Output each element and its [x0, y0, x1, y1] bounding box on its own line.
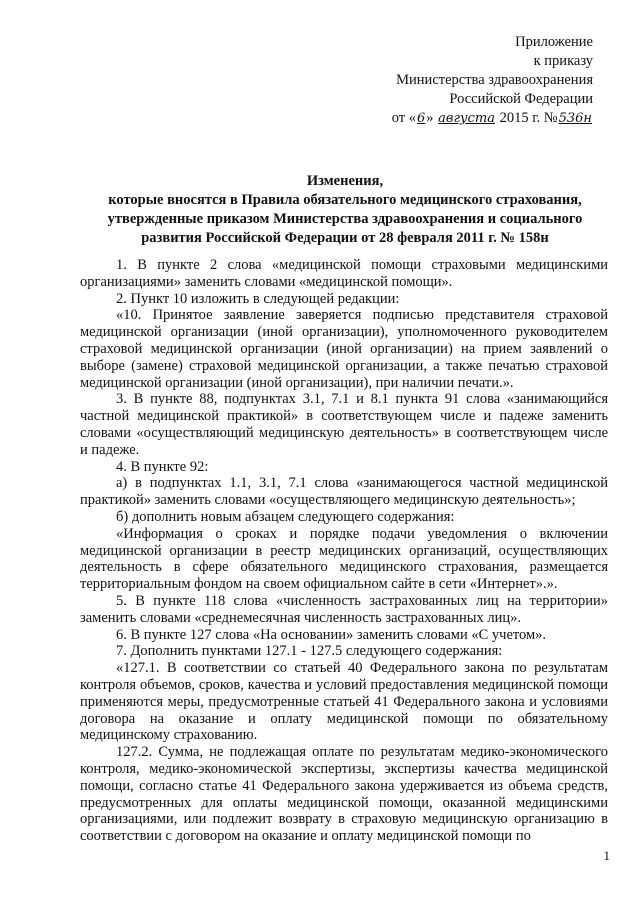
paragraph: 6. В пункте 127 слова «На основании» заменить словами «С учетом».	[116, 626, 547, 643]
paragraph: 1. В пункте 2 слова «медицинской помощи страховыми медицинскими организациями» заменить словами «медицинской помощи».	[80, 257, 608, 290]
paragraph: 127.2. Сумма, не подлежащая оплате по результатам медико-экономического контроля, медико-экономической экспертизы, экспертизы качества медицинской помощи, согласно статье 41 Федерального закона удерживается из объема средств, предусмотренных для оплаты медицинской помощи, оказанной медицинскими организациями, или подлежит возврату в страховую медицинскую организацию в соответствии с договором на оказание и оплату медицинской помощи по	[80, 744, 608, 845]
paragraph: 7. Дополнить пунктами 127.1 - 127.5 следующего содержания:	[116, 643, 503, 660]
date-year: 2015 г. №	[499, 110, 558, 126]
appendix-header	[392, 33, 593, 128]
document-title	[80, 172, 610, 248]
document-body	[80, 257, 608, 845]
paragraph: «10. Принятое заявление заверяется подписью представителя страховой медицинской организации (иной организации), уполномоченного руководителем страховой медицинской организации (иной организации) на прием заявлений о выборе (замене) страховой медицинской организации, а также печатью страховой медицинской организации (иной организации), при наличии печати.».	[80, 307, 608, 391]
handwritten-day: 6	[417, 111, 426, 126]
title-line: которые вносятся в Правила обязательного медицинского страхования,	[108, 192, 582, 208]
paragraph: а) в подпунктах 1.1, 3.1, 7.1 слова «занимающегося частной медицинской практикой» заменить словами «осуществляющего медицинскую деятельность»;	[80, 475, 608, 509]
paragraph: 4. В пункте 92:	[116, 458, 209, 475]
paragraph: 3. В пункте 88, подпунктах 3.1, 7.1 и 8.1 пункта 91 слова «занимающийся частной медицинской практикой» в соответствующем числе и падеже заменить словами «осуществляющий медицинскую деятельность» в соответствующем числе и падеже.	[80, 391, 608, 458]
title-line: Изменения,	[306, 173, 384, 189]
paragraph: «127.1. В соответствии со статьей 40 Федерального закона по результатам контроля объемов, сроков, качества и условий предоставления медицинской помощи применяются меры, предусмотренные статьей 41 Федерального закона и условиями договора на оказание и оплату медицинской помощи по обязательному медицинскому страхованию.	[80, 660, 608, 744]
paragraph: б) дополнить новым абзацем следующего содержания:	[116, 508, 455, 525]
header-line: Министерства здравоохранения	[396, 72, 593, 88]
header-line: Приложение	[515, 34, 593, 50]
paragraph: «Информация о сроках и порядке подачи уведомления о включении медицинской организации в реестр медицинских организаций, осуществляющих деятельность в сфере обязательного медицинского страхования, размещается территориальным фондом на своем официальном сайте в сети «Интернет».».	[80, 525, 608, 593]
date-prefix: от «	[391, 110, 416, 126]
page-number: 1	[603, 848, 610, 863]
title-line: утвержденные приказом Министерства здравоохранения и социального	[107, 211, 583, 227]
order-date-line	[392, 109, 593, 128]
title-line: развития Российской Федерации от 28 февраля 2011 г. № 158н	[141, 230, 549, 246]
paragraph: 5. В пункте 118 слова «численность застрахованных лиц на территории» заменить словами «среднемесячная численность застрахованных лиц».	[80, 592, 608, 626]
header-line: к приказу	[533, 53, 593, 69]
handwritten-month: августа	[438, 111, 495, 126]
paragraph: 2. Пункт 10 изложить в следующей редакции:	[116, 290, 400, 307]
date-mid: »	[426, 110, 434, 126]
handwritten-order-number: 536н	[558, 111, 592, 126]
header-line: Российской Федерации	[449, 91, 593, 107]
